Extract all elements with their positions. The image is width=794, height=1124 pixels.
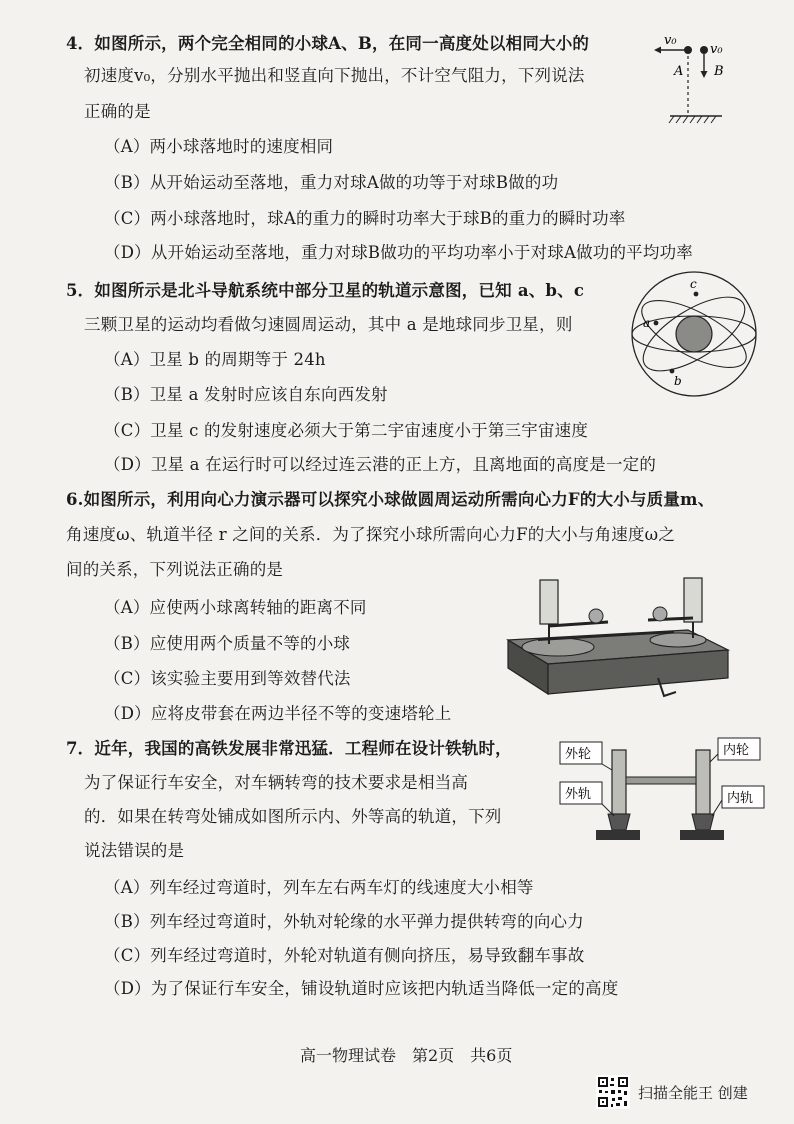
q6-option-a: （A）应使两小球离转轴的距离不同 <box>104 598 367 617</box>
page-footer: 高一物理试卷 第2页 共6页 <box>300 1046 513 1065</box>
ball-b <box>700 46 708 54</box>
q4-option-d: （D）从开始运动至落地，重力对球B做功的平均功率小于对球A做功的平均功率 <box>104 243 693 262</box>
vertical-arrowhead <box>701 71 708 78</box>
q7-stem-line-3: 的．如果在转弯处铺成如图所示内、外等高的轨道，下列 <box>84 807 502 826</box>
right-wheel <box>696 750 710 814</box>
left-scale-sleeve <box>540 580 558 624</box>
q7-stem-line-2: 为了保证行车安全，对车辆转弯的技术要求是相当高 <box>84 773 469 792</box>
q6-stem-line-1: 6.如图所示，利用向心力演示器可以探究小球做圆周运动所需向心力F的大小与质量m、 <box>66 490 715 509</box>
q7-inner-rail-label: 内轨 <box>727 791 754 806</box>
scanner-watermark <box>596 1075 748 1109</box>
q4-ball-b-label: B <box>714 64 724 79</box>
q4-projectile-figure <box>648 30 768 130</box>
outer-rail <box>608 814 630 830</box>
q5-label-b: b <box>674 374 682 388</box>
q4-option-c: （C）两小球落地时，球A的重力的瞬时功率大于球B的重力的瞬时功率 <box>104 209 626 228</box>
outer-rail-base <box>596 830 640 840</box>
q5-stem-line-2: 三颗卫星的运动均看做匀速圆周运动，其中 a 是地球同步卫星，则 <box>84 315 573 334</box>
q5-satellite-orbit-figure <box>626 268 762 398</box>
q5-option-b: （B）卫星 a 发射时应该自东向西发射 <box>104 385 388 404</box>
inner-wheel-pointer <box>710 754 718 762</box>
q7-option-b: （B）列车经过弯道时，外轨对轮缘的水平弹力提供转弯的向心力 <box>104 912 584 931</box>
q7-stem-line-4: 说法错误的是 <box>84 841 185 860</box>
left-wheel <box>612 750 626 814</box>
q5-label-a: a <box>643 316 651 330</box>
horizontal-arrowhead <box>654 47 661 54</box>
q7-outer-rail-label: 外轨 <box>565 787 592 802</box>
inner-rail-pointer <box>712 800 722 816</box>
q6-option-c: （C）该实验主要用到等效替代法 <box>104 669 351 688</box>
q4-stem-line-1: 4．如图所示，两个完全相同的小球A、B，在同一高度处以相同大小的 <box>66 34 590 53</box>
q5-option-a: （A）卫星 b 的周期等于 24h <box>104 350 326 369</box>
q7-option-c: （C）列车经过弯道时，外轮对轨道有侧向挤压，易导致翻车事故 <box>104 946 585 965</box>
q4-option-b: （B）从开始运动至落地，重力对球A做的功等于对球B做的功 <box>104 173 559 192</box>
left-tower-wheel <box>522 638 594 656</box>
q5-option-d: （D）卫星 a 在运行时可以经过连云港的正上方，且离地面的高度是一定的 <box>104 455 657 474</box>
q4-option-a: （A）两小球落地时的速度相同 <box>104 137 334 156</box>
left-ball <box>589 609 603 623</box>
satellite-a-dot <box>654 321 659 326</box>
qr-code-icon <box>596 1075 630 1109</box>
earth <box>676 316 712 352</box>
q4-ball-a-label: A <box>674 64 684 79</box>
q4-stem-line-3: 正确的是 <box>84 102 151 121</box>
q7-option-d: （D）为了保证行车安全，铺设轨道时应该把内轨适当降低一定的高度 <box>104 979 619 998</box>
outer-wheel-pointer <box>602 764 612 770</box>
inner-rail-base <box>680 830 724 840</box>
right-tower-wheel <box>650 633 706 647</box>
q5-option-c: （C）卫星 c 的发射速度必须大于第二宇宙速度小于第三宇宙速度 <box>104 421 589 440</box>
scanner-watermark-text: 扫描全能王 创建 <box>638 1083 748 1102</box>
right-ball <box>653 607 667 621</box>
q6-stem-line-3: 间的关系，下列说法正确的是 <box>66 560 284 579</box>
right-scale-sleeve <box>684 578 702 622</box>
q5-stem-line-1: 5．如图所示是北斗导航系统中部分卫星的轨道示意图，已知 a、b、c <box>66 281 585 300</box>
ball-a <box>684 46 692 54</box>
q7-inner-wheel-label: 内轮 <box>723 743 750 758</box>
q7-option-a: （A）列车经过弯道时，列车左右两车灯的线速度大小相等 <box>104 878 534 897</box>
axle <box>626 777 696 784</box>
q7-outer-wheel-label: 外轮 <box>565 747 592 762</box>
q4-v0-left-label: v₀ <box>664 33 677 48</box>
satellite-c-dot <box>694 292 699 297</box>
q5-label-c: c <box>690 277 697 291</box>
q6-option-d: （D）应将皮带套在两边半径不等的变速塔轮上 <box>104 704 452 723</box>
satellite-b-dot <box>670 369 675 374</box>
q4-stem-line-2: 初速度v₀，分别水平抛出和竖直向下抛出，不计空气阻力，下列说法 <box>84 66 585 85</box>
q7-stem-line-1: 7．近年，我国的高铁发展非常迅猛．工程师在设计铁轨时， <box>66 739 512 758</box>
ground-hatching <box>669 116 716 123</box>
inner-rail <box>692 814 714 830</box>
q6-centripetal-demonstrator-figure <box>498 570 738 720</box>
q7-wheel-rail-figure <box>556 734 768 846</box>
q4-v0-right-label: v₀ <box>710 42 723 57</box>
q6-option-b: （B）应使用两个质量不等的小球 <box>104 634 351 653</box>
q6-stem-line-2: 角速度ω、轨道半径 r 之间的关系．为了探究小球所需向心力F的大小与角速度ω之 <box>66 525 676 544</box>
